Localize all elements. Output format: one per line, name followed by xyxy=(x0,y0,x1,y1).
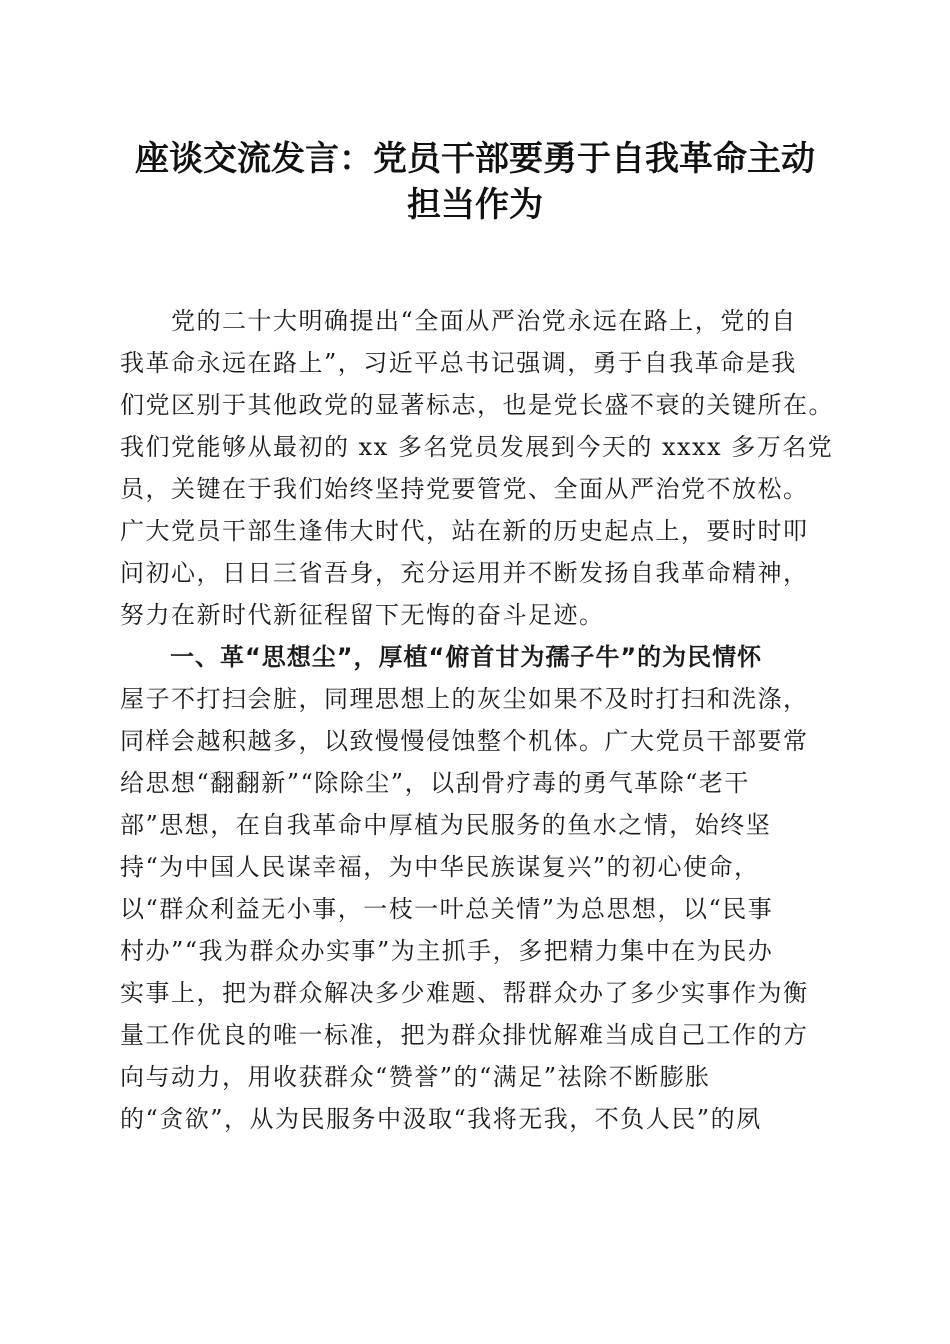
title-line-2: 担当作为 xyxy=(407,185,543,225)
paragraph-line: 以“群众利益无小事，一枝一叶总关情”为总思想，以“民事 xyxy=(120,895,774,923)
paragraph-line: 问初心，日日三省吾身，充分运用并不断发扬自我革命精神， xyxy=(120,559,809,587)
paragraph-line: 给思想“翻翻新”“除除尘”，以刮骨疗毒的勇气革除“老干 xyxy=(120,769,750,797)
paragraph-line: 持“为中国人民谋幸福，为中华民族谋复兴”的初心使命， xyxy=(120,853,760,881)
paragraph-line: 屋子不打扫会脏，同理思想上的灰尘如果不及时打扫和洗涤， xyxy=(120,685,809,713)
paragraph-line: 的“贪欲”，从为民服务中汲取“我将无我，不负人民”的夙 xyxy=(120,1105,762,1133)
title-line-1: 座谈交流发言：党员干部要勇于自我革命主动 xyxy=(135,139,815,179)
paragraph-line: 我革命永远在路上”，习近平总书记强调，勇于自我革命是我 xyxy=(120,349,797,377)
paragraph-line: 员，关键在于我们始终坚持党要管党、全面从严治党不放松。 xyxy=(120,475,809,503)
section-heading: 一、革“思想尘”，厚植“俯首甘为孺子牛”的为民情怀 xyxy=(120,643,763,671)
paragraph-line: 部”思想，在自我革命中厚植为民服务的鱼水之情，始终坚 xyxy=(120,811,772,839)
paragraph-line: 向与动力，用收获群众“赞誉”的“满足”祛除不断膨胀 xyxy=(120,1063,711,1091)
paragraph-line: 我们党能够从最初的 xx 多名党员发展到今天的 xxxx 多万名党 xyxy=(120,433,834,461)
paragraph-line: 村办”“我为群众办实事”为主抓手，多把精力集中在为民办 xyxy=(120,937,774,965)
document-body xyxy=(120,300,840,1140)
paragraph-line: 广大党员干部生逢伟大时代，站在新的历史起点上，要时时叩 xyxy=(120,517,809,545)
paragraph-line: 实事上，把为群众解决多少难题、帮群众办了多少实事作为衡 xyxy=(120,979,809,1007)
paragraph-line: 努力在新时代新征程留下无悔的奋斗足迹。 xyxy=(120,601,605,629)
paragraph-line: 们党区别于其他政党的显著标志，也是党长盛不衰的关键所在。 xyxy=(120,391,834,419)
paragraph-line: 党的二十大明确提出“全面从严治党永远在路上，党的自 xyxy=(120,307,797,335)
paragraph-line: 同样会越积越多，以致慢慢侵蚀整个机体。广大党员干部要常 xyxy=(120,727,809,755)
document-title xyxy=(100,136,850,228)
paragraph-line: 量工作优良的唯一标准，把为群众排忧解难当成自己工作的方 xyxy=(120,1021,809,1049)
